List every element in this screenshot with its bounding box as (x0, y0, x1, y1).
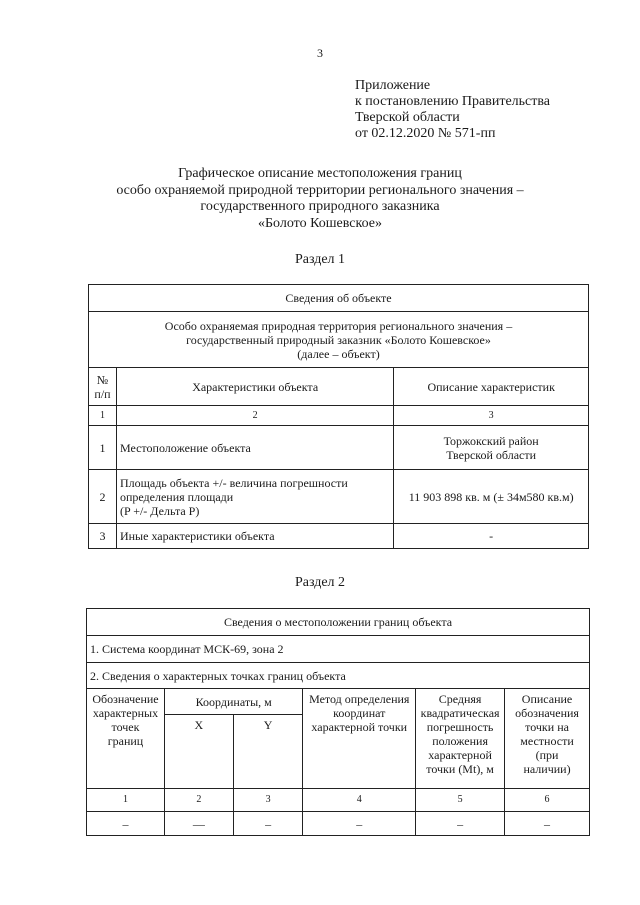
row-description-line: Торжокский район (443, 433, 539, 448)
row-characteristic-line: определения площади (119, 489, 234, 504)
dash-cell: – (416, 812, 505, 836)
row-characteristic: Местоположение объекта (116, 426, 393, 470)
col-number: 2 (164, 789, 233, 812)
document-title (90, 166, 550, 232)
dash-cell: – (233, 812, 303, 836)
row-description: - (394, 524, 589, 549)
header-line: точек (111, 720, 140, 734)
col-number: 6 (505, 789, 590, 812)
row-number: 1 (89, 426, 117, 470)
header-line: Обозначение (92, 692, 159, 706)
header-error (416, 689, 505, 789)
header-number-line: № (96, 372, 109, 387)
row-description-line: Тверской области (446, 447, 537, 462)
row-characteristic (116, 470, 393, 524)
header-point-designation (87, 689, 165, 789)
header-line: точки (Mt), м (426, 762, 494, 776)
header-method (303, 689, 416, 789)
header-line: (при (535, 748, 559, 762)
col-number: 1 (87, 789, 165, 812)
object-info-table (88, 284, 589, 549)
header-line: характерной (428, 748, 492, 762)
header-x: X (164, 715, 233, 789)
row-number: 2 (89, 470, 117, 524)
coordinate-system-row: 1. Система координат МСК-69, зона 2 (87, 636, 590, 663)
appendix-line: от 02.12.2020 № 571-пп (355, 126, 496, 141)
dash-cell: — (164, 812, 233, 836)
row-description: 11 903 898 кв. м (± 34м580 кв.м) (394, 470, 589, 524)
header-line: Описание (521, 692, 573, 706)
title-line: государственного природного заказника (200, 199, 440, 214)
object-desc-line: Особо охраняемая природная территория регионального значения – (164, 318, 513, 333)
title-line: особо охраняемой природной территории регионального значения – (116, 182, 524, 198)
object-desc-line: (далее – объект) (297, 346, 380, 361)
header-line: местности (520, 734, 574, 748)
appendix-line: к постановлению Правительства (355, 94, 551, 109)
table-row (89, 426, 589, 470)
section1-heading: Раздел 1 (294, 252, 346, 267)
table-row (89, 470, 589, 524)
header-line: характерной точки (311, 720, 408, 734)
header-line: квадратическая (420, 706, 500, 720)
table-row (87, 812, 590, 836)
header-line: координат (333, 706, 386, 720)
section2-heading: Раздел 2 (294, 575, 346, 590)
header-line: погрешность (426, 720, 494, 734)
header-line: наличии) (523, 762, 571, 776)
col-number: 4 (303, 789, 416, 812)
header-line: обозначения (515, 706, 579, 720)
header-line: границ (107, 734, 144, 748)
header-number-line: п/п (94, 386, 111, 401)
header-line: Метод определения (309, 692, 410, 706)
title-line: Графическое описание местоположения границ (178, 166, 462, 181)
header-line: положения (432, 734, 488, 748)
appendix-line: Тверской области (355, 110, 460, 125)
header-coordinates: Координаты, м (164, 689, 302, 715)
appendix-block (355, 78, 550, 142)
row-characteristic: Иные характеристики объекта (116, 524, 393, 549)
header-line: характерных (92, 706, 159, 720)
dash-cell: – (303, 812, 416, 836)
row-characteristic-line: (P +/- Дельта P) (119, 503, 200, 518)
col-number: 3 (233, 789, 303, 812)
row-description (394, 426, 589, 470)
header-line: Средняя (438, 692, 482, 706)
col-number: 2 (116, 406, 393, 426)
table-title: Сведения об объекте (89, 285, 589, 312)
table-title: Сведения о местоположении границ объекта (87, 609, 590, 636)
col-number: 5 (416, 789, 505, 812)
appendix-line: Приложение (355, 78, 431, 93)
row-number: 3 (89, 524, 117, 549)
header-line: точки на (525, 720, 569, 734)
col-number: 3 (394, 406, 589, 426)
dash-cell: – (87, 812, 165, 836)
header-number (89, 368, 117, 406)
header-y: Y (233, 715, 303, 789)
object-description (89, 312, 589, 368)
title-line: «Болото Кошевское» (258, 215, 382, 231)
object-desc-line: государственный природный заказник «Болото Кошевское» (186, 332, 491, 347)
header-characteristic: Характеристики объекта (116, 368, 393, 406)
dash-cell: – (505, 812, 590, 836)
col-number: 1 (89, 406, 117, 426)
boundary-points-row: 2. Сведения о характерных точках границ объекта (87, 663, 590, 689)
page-number: 3 (317, 46, 323, 60)
header-description: Описание характеристик (394, 368, 589, 406)
header-location (505, 689, 590, 789)
boundary-info-table (86, 608, 590, 836)
row-characteristic-line: Площадь объекта +/- величина погрешности (119, 475, 348, 490)
table-row (89, 524, 589, 549)
